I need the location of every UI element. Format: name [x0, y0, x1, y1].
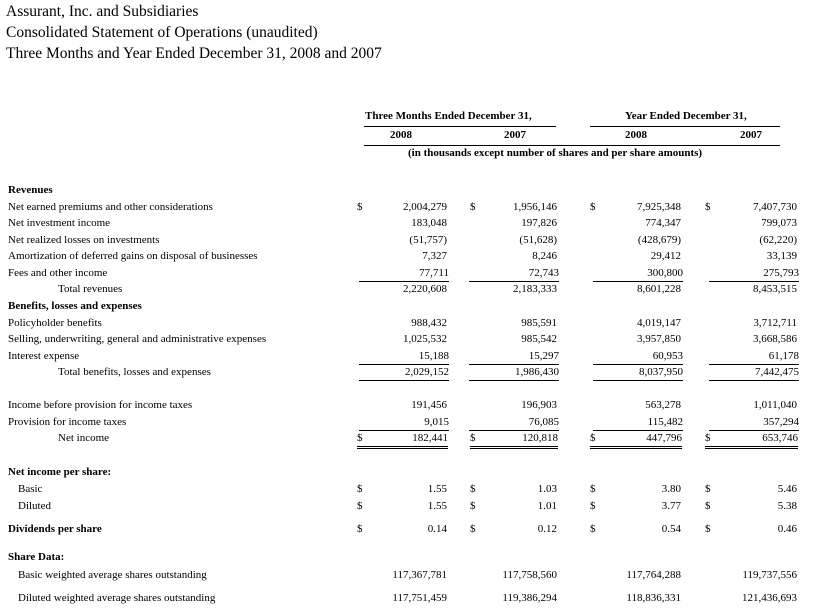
row-value: 15,297: [469, 348, 559, 365]
row-value: 1.55: [427, 483, 447, 495]
currency-symbol: $: [705, 430, 711, 449]
row-value: 77,711: [359, 265, 449, 282]
table-row: [0, 481, 814, 497]
table-row: [0, 521, 814, 537]
row-label: Net income: [58, 432, 110, 444]
row-value: 2,183,333: [513, 283, 557, 295]
row-value: 7,407,730: [753, 201, 797, 213]
row-value: 72,743: [469, 265, 559, 282]
currency-symbol: $: [705, 201, 711, 213]
row-value: 0.14: [427, 523, 447, 535]
row-value: 117,764,288: [626, 569, 681, 581]
row-label: Net earned premiums and other considerations: [8, 201, 213, 213]
row-value: 1.01: [537, 500, 557, 512]
row-value: 1.03: [537, 483, 557, 495]
currency-symbol: $: [357, 523, 363, 535]
column-year-4: 2007: [740, 129, 762, 141]
row-value: 1,986,430: [469, 364, 559, 381]
row-value: 117,751,459: [392, 592, 447, 604]
column-year-3: 2008: [625, 129, 647, 141]
table-row: [0, 331, 814, 347]
statement-title: Consolidated Statement of Operations (unaudited): [6, 24, 318, 41]
column-year-rule: [364, 145, 780, 146]
row-label: Net realized losses on investments: [8, 234, 160, 246]
column-year-2: 2007: [504, 129, 526, 141]
currency-symbol: $: [357, 500, 363, 512]
row-value: 3,712,711: [753, 317, 797, 329]
table-row: [0, 281, 814, 297]
currency-symbol: $: [470, 201, 476, 213]
row-value: 5.46: [777, 483, 797, 495]
currency-symbol: $: [357, 483, 363, 495]
row-value: 563,278: [645, 399, 681, 411]
row-label: Dividends per share: [8, 523, 102, 535]
table-row: [0, 414, 814, 430]
row-value: 0.54: [661, 523, 681, 535]
row-value: 60,953: [593, 348, 683, 365]
table-row: [0, 232, 814, 248]
row-value: 197,826: [521, 217, 557, 229]
row-value: 653,746: [705, 430, 798, 449]
table-row: [0, 549, 814, 565]
currency-symbol: $: [590, 523, 596, 535]
currency-symbol: $: [590, 430, 596, 449]
row-label: Selling, underwriting, general and administrative expenses: [8, 333, 267, 345]
row-value: 1.55: [427, 500, 447, 512]
row-value: 5.38: [777, 500, 797, 512]
currency-symbol: $: [357, 430, 363, 449]
row-label: Diluted: [18, 500, 51, 512]
row-value: 985,591: [521, 317, 557, 329]
row-label: Interest expense: [8, 350, 80, 362]
row-value: 118,836,331: [626, 592, 681, 604]
table-row: [0, 464, 814, 480]
table-row: [0, 248, 814, 264]
currency-symbol: $: [590, 483, 596, 495]
currency-symbol: $: [470, 430, 476, 449]
row-label: Basic weighted average shares outstanding: [18, 569, 207, 581]
row-value: 357,294: [709, 414, 799, 431]
row-value: 119,386,294: [502, 592, 557, 604]
column-group-year: Year Ended December 31,: [625, 110, 747, 122]
row-label: Provision for income taxes: [8, 416, 127, 428]
table-row: [0, 498, 814, 514]
table-row: [0, 567, 814, 583]
row-value: 0.46: [777, 523, 797, 535]
row-value: 275,793: [709, 265, 799, 282]
column-group-year-rule: [590, 126, 780, 127]
row-label: Net investment income: [8, 217, 111, 229]
row-value: (62,220): [759, 234, 797, 246]
row-value: 8,037,950: [593, 364, 683, 381]
table-row: [0, 182, 814, 198]
table-row: [0, 430, 814, 446]
row-value: 182,441: [357, 430, 448, 449]
row-value: 300,800: [593, 265, 683, 282]
row-value: 4,019,147: [637, 317, 681, 329]
row-value: 985,542: [521, 333, 557, 345]
row-value: 115,482: [593, 414, 683, 431]
row-label: Share Data:: [8, 551, 65, 563]
row-value: 7,925,348: [637, 201, 681, 213]
row-value: 8,453,515: [753, 283, 797, 295]
row-value: 117,758,560: [502, 569, 557, 581]
row-value: 15,188: [359, 348, 449, 365]
row-value: (428,679): [637, 234, 681, 246]
row-value: 3.77: [661, 500, 681, 512]
row-value: 988,432: [411, 317, 447, 329]
row-value: 7,327: [422, 250, 447, 262]
row-label: Fees and other income: [8, 267, 108, 279]
row-value: 447,796: [590, 430, 682, 449]
row-label: Basic: [18, 483, 43, 495]
row-value: 3,957,850: [637, 333, 681, 345]
row-value: 2,220,608: [403, 283, 447, 295]
company-name: Assurant, Inc. and Subsidiaries: [6, 3, 199, 20]
row-label: Benefits, losses and expenses: [8, 300, 142, 312]
row-label: Policyholder benefits: [8, 317, 102, 329]
row-label: Total revenues: [58, 283, 123, 295]
table-row: [0, 199, 814, 215]
units-note: (in thousands except number of shares and per share amounts): [408, 147, 703, 159]
row-value: 7,442,475: [709, 364, 799, 381]
row-value: 774,347: [645, 217, 681, 229]
row-value: 8,246: [532, 250, 557, 262]
row-value: 183,048: [411, 217, 447, 229]
currency-symbol: $: [590, 500, 596, 512]
row-value: 1,956,146: [513, 201, 557, 213]
row-value: 29,412: [650, 250, 681, 262]
table-row: [0, 315, 814, 331]
column-year-1: 2008: [390, 129, 412, 141]
currency-symbol: $: [357, 201, 363, 213]
currency-symbol: $: [470, 500, 476, 512]
column-group-three-months: Three Months Ended December 31,: [365, 110, 532, 122]
row-value: 8,601,228: [637, 283, 681, 295]
row-value: 119,737,556: [742, 569, 797, 581]
row-value: 191,456: [411, 399, 447, 411]
row-label: Diluted weighted average shares outstanding: [18, 592, 216, 604]
row-value: 1,025,532: [403, 333, 447, 345]
currency-symbol: $: [705, 500, 711, 512]
table-row: [0, 590, 814, 606]
row-value: 2,029,152: [359, 364, 449, 381]
row-label: Amortization of deferred gains on disposal of businesses: [8, 250, 258, 262]
row-value: 120,818: [470, 430, 558, 449]
table-row: [0, 215, 814, 231]
row-label: Income before provision for income taxes: [8, 399, 193, 411]
row-value: 76,085: [469, 414, 559, 431]
currency-symbol: $: [590, 201, 596, 213]
period-title: Three Months and Year Ended December 31, 2008 and 2007: [6, 45, 382, 62]
row-value: 196,903: [521, 399, 557, 411]
currency-symbol: $: [705, 483, 711, 495]
table-row: [0, 348, 814, 364]
column-group-three-months-rule: [364, 126, 556, 127]
row-value: (51,628): [519, 234, 557, 246]
row-label: Total benefits, losses and expenses: [58, 366, 211, 378]
row-value: 33,139: [766, 250, 797, 262]
row-value: 61,178: [709, 348, 799, 365]
row-label: Revenues: [8, 184, 53, 196]
table-row: [0, 298, 814, 314]
table-row: [0, 265, 814, 281]
row-value: 2,004,279: [403, 201, 447, 213]
row-value: 3,668,586: [753, 333, 797, 345]
currency-symbol: $: [705, 523, 711, 535]
row-value: 1,011,040: [753, 399, 797, 411]
currency-symbol: $: [470, 523, 476, 535]
row-value: 9,015: [359, 414, 449, 431]
table-row: [0, 364, 814, 380]
row-value: 117,367,781: [392, 569, 447, 581]
row-value: 799,073: [761, 217, 797, 229]
row-value: (51,757): [409, 234, 447, 246]
row-value: 3.80: [661, 483, 681, 495]
row-label: Net income per share:: [8, 466, 112, 478]
row-value: 121,436,693: [742, 592, 797, 604]
row-value: 0.12: [537, 523, 557, 535]
table-row: [0, 397, 814, 413]
currency-symbol: $: [470, 483, 476, 495]
